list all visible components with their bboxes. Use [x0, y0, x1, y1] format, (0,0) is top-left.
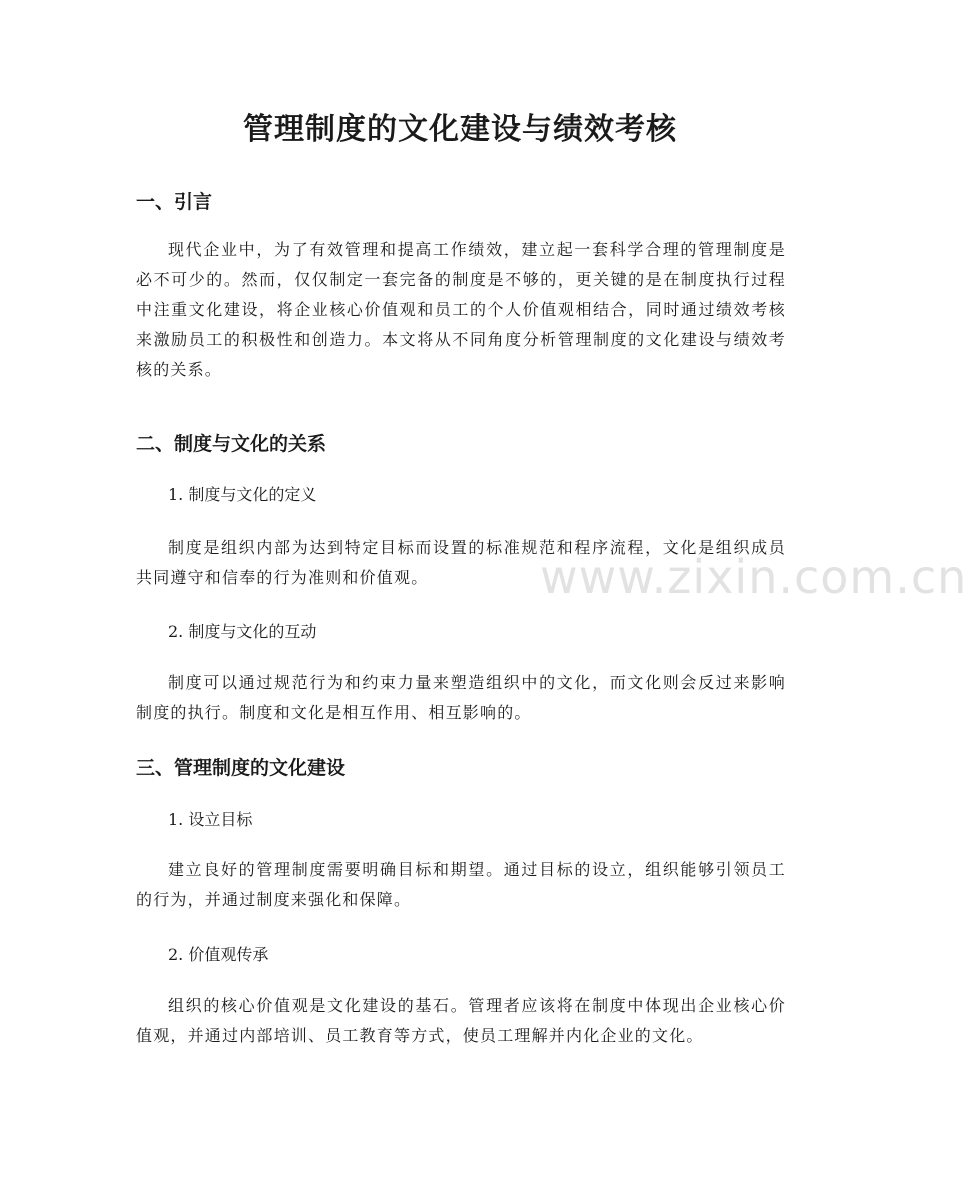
values-paragraph: 组织的核心价值观是文化建设的基石。管理者应该将在制度中体现出企业核心价值观，并通过内部培训、员工教育等方式，使员工理解并内化企业的文化。: [136, 996, 786, 1045]
subheading-definition: 1. 制度与文化的定义: [168, 485, 317, 504]
definition-paragraph: 制度是组织内部为达到特定目标而设置的标准规范和程序流程，文化是组织成员共同遵守和信奉的行为准则和价值观。: [136, 538, 786, 587]
subheading-values: 2. 价值观传承: [168, 945, 269, 964]
subheading-set-goals: 1. 设立目标: [168, 810, 253, 829]
set-goals-paragraph: 建立良好的管理制度需要明确目标和期望。通过目标的设立，组织能够引领员工的行为，并通过制度来强化和保障。: [136, 860, 786, 909]
section-heading-relationship: 二、制度与文化的关系: [136, 433, 327, 455]
watermark-text: www.zixin.com.cn: [540, 550, 967, 604]
interaction-paragraph: 制度可以通过规范行为和约束力量来塑造组织中的文化，而文化则会反过来影响制度的执行。制度和文化是相互作用、相互影响的。: [136, 673, 786, 722]
document-title: 管理制度的文化建设与绩效考核: [243, 112, 677, 147]
subheading-interaction: 2. 制度与文化的互动: [168, 622, 317, 641]
section-heading-culture-building: 三、管理制度的文化建设: [136, 757, 346, 779]
section-heading-intro: 一、引言: [136, 191, 213, 213]
intro-paragraph: 现代企业中，为了有效管理和提高工作绩效，建立起一套科学合理的管理制度是必不可少的。然而，仅仅制定一套完备的制度是不够的，更关键的是在制度执行过程中注重文化建设，将企业核心价值观和员工的个人价值观相结合，同时通过绩效考核来激励员工的积极性和创造力。本文将从不同角度分析管理制度的文化建设与绩效考核的关系。: [136, 240, 786, 379]
